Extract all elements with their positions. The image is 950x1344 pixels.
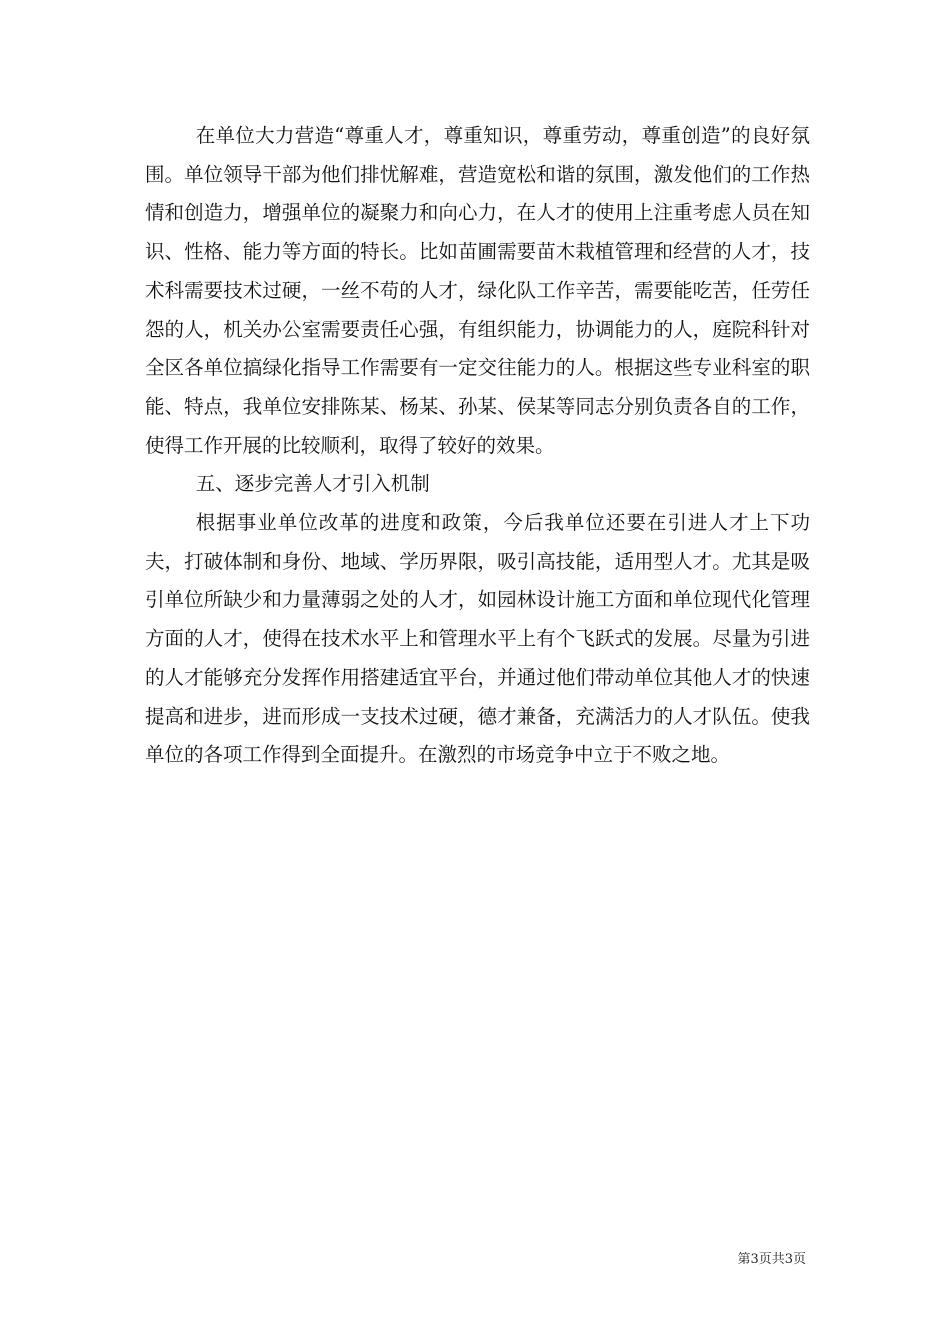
paragraph-talent-introduction: 根据事业单位改革的进度和政策，今后我单位还要在引进人才上下功夫，打破体制和身份、地域、学历界限，吸引高技能，适用型人才。尤其是吸引单位所缺少和力量薄弱之处的人才，如园林设计施工方面和单位现代化管理方面的人才，使得在技术水平上和管理水平上有个飞跃式的发展。尽量为引进的人才能够充分发挥作用搭建适宜平台，并通过他们带动单位其他人才的快速提高和进步，进而形成一支技术过硬，德才兼备，充满活力的人才队伍。使我单位的各项工作得到全面提升。在激烈的市场竞争中立于不败之地。 [145, 511, 810, 767]
document-body [145, 117, 810, 775]
page-number-footer: 第3页共3页 [737, 1252, 806, 1267]
paragraph-talent-usage: 在单位大力营造“尊重人才，尊重知识，尊重劳动，尊重创造”的良好氛围。单位领导干部为他们排忧解难，营造宽松和谐的氛围，激发他们的工作热情和创造力，增强单位的凝聚力和向心力，在人才的使用上注重考虑人员在知识、性格、能力等方面的特长。比如苗圃需要苗木栽植管理和经营的人才，技术科需要技术过硬，一丝不苟的人才，绿化队工作辛苦，需要能吃苦，任劳任怨的人，机关办公室需要责任心强，有组织能力，协调能力的人，庭院科针对全区各单位搞绿化指导工作需要有一定交往能力的人。根据这些专业科室的职能、特点，我单位安排陈某、杨某、孙某、侯某等同志分别负责各自的工作，使得工作开展的比较顺利，取得了较好的效果。 [145, 124, 810, 457]
section-heading-talent-introduction: 五、逐步完善人才引入机制 [195, 472, 430, 496]
